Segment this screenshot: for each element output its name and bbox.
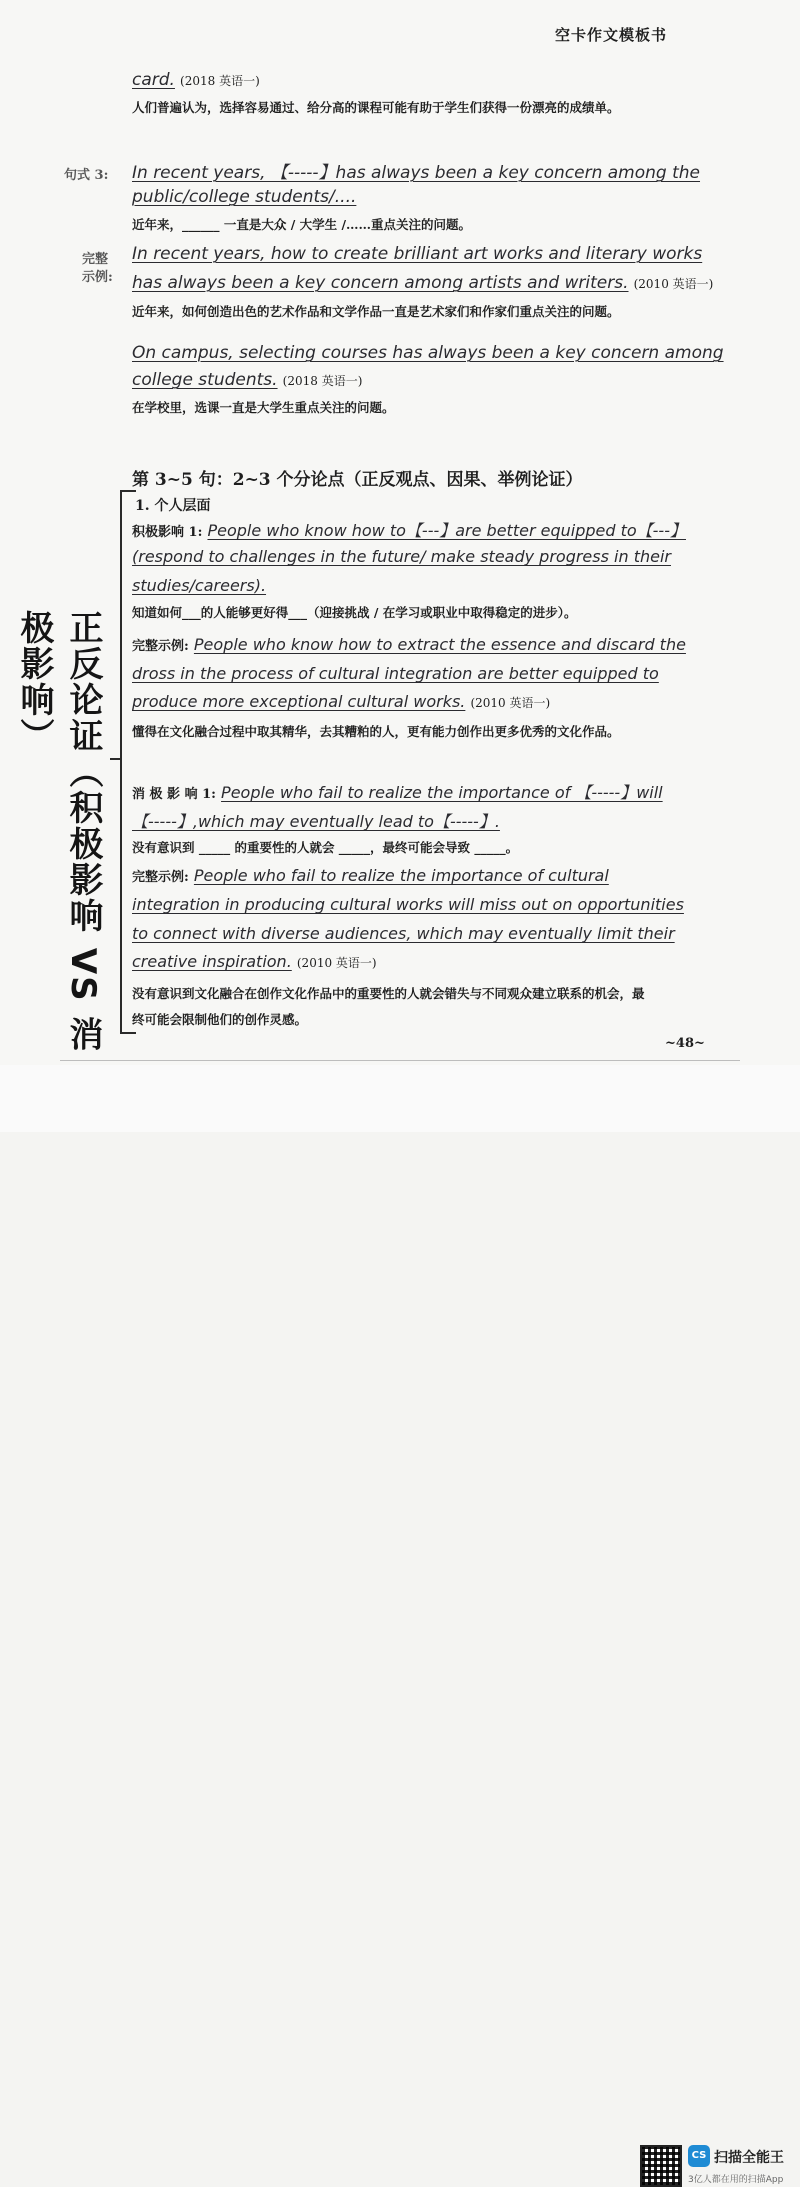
positive-chinese: 知道如何___的人能够更好得___（迎接挑战 / 在学习或职业中取得稳定的进步）。 [132, 605, 577, 620]
block1-english: card. [132, 70, 175, 90]
example3-chinese: 近年来，如何创造出色的艺术作品和文学作品一直是艺术家们和作家们重点关注的问题。 [132, 304, 620, 319]
negative-example-line1: People who fail to realize the importance of cultural [193, 866, 609, 885]
section-bracket-tick [110, 758, 122, 760]
positive-line2: (respond to challenges in the future/ make steady progress in their [132, 547, 671, 566]
pattern3-line2: public/college students/.... [132, 187, 357, 207]
pattern3-line1: In recent years, 【-----】has always been a key concern among the [132, 163, 701, 183]
section-title: 第 3~5 句：2~3 个分论点（正反观点、因果、举例论证） [132, 470, 583, 490]
negative-example-chinese-1: 没有意识到文化融合在创作文化作品中的重要性的人就会错失与不同观众建立联系的机会，最 [132, 986, 645, 1001]
page-divider [60, 1060, 740, 1061]
positive-example-label: 完整示例: [132, 639, 189, 654]
negative-line1: People who fail to realize the importance of 【-----】will [221, 783, 663, 802]
example3b-line1: On campus, selecting courses has always been a key concern among [132, 343, 724, 363]
pattern3-label: 句式 3: [64, 168, 109, 183]
block1-chinese: 人们普遍认为，选择容易通过、给分高的课程可能有助于学生们获得一份漂亮的成绩单。 [132, 100, 620, 115]
negative-example-line2: integration in producing cultural works will miss out on opportunities [132, 895, 684, 914]
negative-line1-row [132, 780, 663, 803]
positive-line1-row [132, 518, 686, 541]
positive-example-cite: (2010 英语一) [470, 696, 551, 710]
block1-cite: (2018 英语一) [180, 74, 260, 88]
page-header-title: 空卡作文模板书 [555, 26, 668, 44]
negative-example-line4: creative inspiration. [132, 952, 292, 971]
example3b-chinese: 在学校里，选课一直是大学生重点关注的问题。 [132, 400, 395, 415]
example3b-line2-row [132, 370, 362, 390]
positive-line3: studies/careers). [132, 576, 267, 595]
negative-example-label: 完整示例: [132, 870, 189, 885]
positive-example-line1: People who know how to extract the essence and discard the [193, 635, 686, 654]
negative-example-line1-row [132, 866, 609, 885]
block1-english-line [132, 70, 260, 90]
scanner-app-name: 扫描全能王 [714, 2150, 784, 2166]
example3-line2: has always been a key concern among artists and writers. [132, 273, 629, 293]
positive-label: 积极影响 1: [132, 525, 203, 540]
example3-cite: (2010 英语一) [633, 277, 714, 291]
scanner-footer [0, 1065, 800, 2185]
positive-example-chinese: 懂得在文化融合过程中取其精华，去其糟粕的人，更有能力创作出更多优秀的文化作品。 [132, 724, 620, 739]
vertical-section-label: 正反论证（积极影响 VS 消极影响） [14, 610, 103, 1053]
positive-example-line3-row [132, 692, 550, 711]
example3-line1: In recent years, how to create brilliant art works and literary works [132, 244, 703, 264]
page-number: ~48~ [665, 1036, 705, 1051]
positive-example-line1-row [132, 635, 686, 654]
negative-example-cite: (2010 英语一) [296, 956, 377, 970]
positive-example-line3: produce more exceptional cultural works. [132, 692, 466, 711]
negative-label: 消 极 影 响 1: [132, 787, 216, 802]
positive-line1: People who know how to【---】are better equipped to【---】 [207, 521, 686, 540]
negative-line2: 【-----】,which may eventually lead to【-----】. [132, 812, 500, 831]
section-subtitle: 1. 个人层面 [135, 498, 211, 514]
scanner-app-tagline: 3亿人都在用的扫描App [688, 2175, 784, 2185]
negative-example-chinese-2: 终可能会限制他们的创作灵感。 [132, 1012, 308, 1027]
positive-example-line2: dross in the process of cultural integration are better equipped to [132, 664, 659, 683]
example3b-line2: college students. [132, 370, 278, 390]
pattern3-chinese: 近年来，______ 一直是大众 / 大学生 /……重点关注的问题。 [132, 217, 472, 232]
camscanner-logo-icon: CS [688, 2145, 710, 2167]
negative-example-line3: to connect with diverse audiences, which may eventually limit their [132, 924, 675, 943]
example3-label-top: 完整 [82, 252, 109, 267]
example3-label-bottom: 示例: [82, 270, 113, 285]
example3b-cite: (2018 英语一) [282, 374, 363, 388]
example3-line2-row [132, 273, 713, 293]
qr-code-icon [640, 2145, 682, 2187]
document-page [0, 0, 800, 1065]
negative-chinese: 没有意识到 _____ 的重要性的人就会 _____，最终可能会导致 _____。 [132, 840, 519, 855]
negative-example-line4-row [132, 952, 377, 971]
